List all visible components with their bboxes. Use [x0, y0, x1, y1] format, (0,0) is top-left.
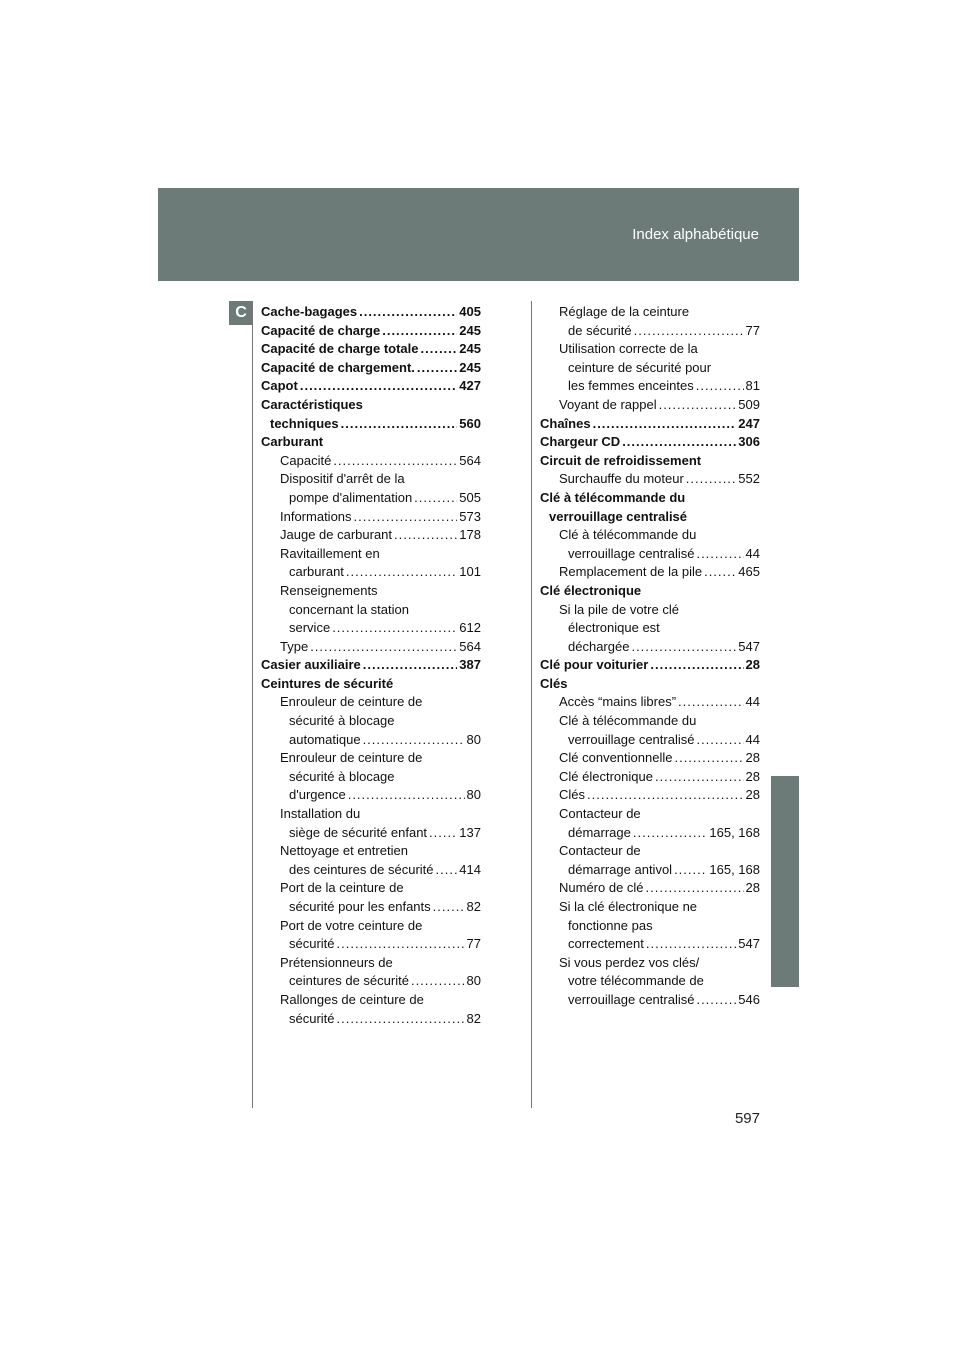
entry-page-ref: 44 [745, 731, 760, 747]
entry-text: Contacteur de [559, 806, 641, 822]
entry-text: Si la pile de votre clé [559, 601, 679, 617]
entry-text: Capacité de chargement. [261, 359, 415, 375]
entry-text: Port de la ceinture de [280, 880, 404, 896]
entry-page-ref: 28 [745, 657, 760, 673]
dot-leader [300, 377, 457, 396]
index-entry [540, 824, 760, 843]
entry-text: Surchauffe du moteur [559, 471, 684, 487]
entry-text: Clé à télécommande du [559, 527, 697, 543]
dot-leader [333, 452, 457, 471]
dot-leader [341, 415, 458, 434]
index-entry [261, 452, 481, 471]
column-rule-middle [531, 301, 532, 1108]
entry-text: verrouillage centralisé [568, 991, 695, 1007]
entry-text: électronique est [568, 620, 660, 636]
index-entry [540, 340, 760, 359]
entry-page-ref: 306 [738, 434, 760, 450]
dot-leader [337, 935, 465, 954]
index-entry [261, 954, 481, 973]
index-entry [540, 545, 760, 564]
dot-leader [686, 470, 737, 489]
entry-text: concernant la station [289, 601, 409, 617]
index-entry [540, 601, 760, 620]
index-entry [261, 601, 481, 620]
index-entry [540, 508, 760, 527]
entry-text: Jauge de carburant [280, 527, 393, 543]
entry-text: Numéro de clé [559, 880, 644, 896]
entry-page-ref: 547 [738, 936, 760, 952]
entry-text: Ravitaillement en [280, 545, 380, 561]
index-entry [540, 917, 760, 936]
index-entry [540, 489, 760, 508]
index-entry [261, 917, 481, 936]
entry-text: Circuit de refroidissement [540, 452, 702, 468]
entry-text: Installation du [280, 806, 361, 822]
entry-page-ref: 465 [738, 564, 760, 580]
entry-text: Remplacement de la pile [559, 564, 703, 580]
entry-page-ref: 247 [738, 415, 760, 431]
entry-text: Contacteur de [559, 843, 641, 859]
dot-leader [421, 340, 458, 359]
dot-leader [363, 731, 465, 750]
index-entry [540, 377, 760, 396]
index-entry [540, 898, 760, 917]
entry-text: sécurité [289, 1010, 335, 1026]
entry-text: Clé électronique [559, 768, 653, 784]
index-entry [540, 861, 760, 880]
index-entry [540, 693, 760, 712]
entry-page-ref: 80 [466, 787, 481, 803]
dot-leader [411, 972, 465, 991]
dot-leader [359, 303, 457, 322]
index-entry [540, 731, 760, 750]
dot-leader [593, 415, 737, 434]
entry-page-ref: 101 [459, 564, 481, 580]
index-entry [261, 879, 481, 898]
entry-text: correctement [568, 936, 644, 952]
entry-page-ref: 80 [466, 973, 481, 989]
entry-page-ref: 165, 168 [709, 861, 760, 877]
index-column-1 [261, 303, 481, 1028]
index-entry [261, 396, 481, 415]
entry-text: d'urgence [289, 787, 346, 803]
entry-page-ref: 245 [459, 322, 481, 338]
index-entry [261, 415, 481, 434]
index-entry [261, 470, 481, 489]
index-column-2 [540, 303, 760, 1010]
entry-page-ref: 80 [466, 731, 481, 747]
dot-leader [394, 526, 457, 545]
entry-text: Cache-bagages [261, 304, 358, 319]
entry-page-ref: 28 [745, 787, 760, 803]
index-entry [261, 656, 481, 675]
dot-leader [655, 768, 744, 787]
entry-text: Si la clé électronique ne [559, 899, 698, 914]
dot-leader [704, 563, 736, 582]
index-entry [261, 489, 481, 508]
dot-leader [587, 786, 744, 805]
index-entry [540, 972, 760, 991]
entry-text: techniques [270, 415, 339, 431]
index-entry [261, 768, 481, 787]
entry-page-ref: 44 [745, 694, 760, 710]
entry-text: Clé électronique [540, 582, 642, 598]
entry-text: de sécurité [568, 322, 632, 338]
index-entry [261, 786, 481, 805]
dot-leader [332, 619, 457, 638]
index-entry [261, 824, 481, 843]
dot-leader [433, 898, 465, 917]
entry-text: Réglage de la ceinture [559, 304, 690, 319]
entry-text: des ceintures de sécurité [289, 861, 434, 877]
dot-leader [417, 359, 457, 378]
entry-page-ref: 552 [738, 471, 760, 487]
entry-text: Capacité de charge totale [261, 341, 419, 357]
index-entry [540, 415, 760, 434]
entry-text: Si vous perdez vos clés/ [559, 954, 700, 970]
entry-page-ref: 547 [738, 638, 760, 654]
entry-text: Renseignements [280, 582, 378, 598]
entry-page-ref: 564 [459, 452, 481, 468]
entry-text: ceinture de sécurité pour [568, 359, 712, 375]
index-entry [261, 433, 481, 452]
dot-leader [310, 638, 457, 657]
entry-text: Clé conventionnelle [559, 750, 673, 766]
entry-text: sécurité à blocage [289, 768, 395, 784]
dot-leader [633, 824, 708, 843]
dot-leader [382, 322, 457, 341]
index-entry [261, 545, 481, 564]
index-entry [540, 954, 760, 973]
dot-leader [674, 861, 707, 880]
dot-leader [646, 879, 744, 898]
entry-page-ref: 82 [466, 1010, 481, 1026]
index-entry [540, 935, 760, 954]
index-entry [540, 396, 760, 415]
index-entry [261, 563, 481, 582]
entry-text: Informations [280, 508, 352, 524]
entry-text: Chargeur CD [540, 434, 621, 450]
entry-text: Voyant de rappel [559, 396, 657, 412]
entry-text: Dispositif d'arrêt de la [280, 471, 405, 487]
entry-page-ref: 28 [745, 750, 760, 766]
entry-text: verrouillage centralisé [568, 545, 695, 561]
entry-text: Caractéristiques [261, 396, 363, 412]
letter-tab: C [229, 301, 253, 325]
index-entry [540, 638, 760, 657]
index-entry [261, 377, 481, 396]
index-entry [540, 768, 760, 787]
entry-page-ref: 612 [459, 620, 481, 636]
dot-leader [436, 861, 458, 880]
entry-page-ref: 414 [459, 861, 481, 877]
index-entry [261, 322, 481, 341]
entry-text: automatique [289, 731, 361, 747]
index-entry [261, 508, 481, 527]
index-entry [540, 879, 760, 898]
index-entry [540, 470, 760, 489]
dot-leader [696, 545, 743, 564]
entry-text: Capacité [280, 452, 332, 468]
index-entry [540, 563, 760, 582]
index-entry [261, 638, 481, 657]
entry-page-ref: 178 [459, 527, 481, 543]
dot-leader [659, 396, 737, 415]
index-entry [261, 749, 481, 768]
entry-text: les femmes enceintes [568, 378, 694, 394]
entry-page-ref: 44 [745, 545, 760, 561]
entry-text: Port de votre ceinture de [280, 917, 423, 933]
index-entry [261, 693, 481, 712]
entry-text: Enrouleur de ceinture de [280, 694, 423, 710]
entry-page-ref: 387 [459, 657, 481, 673]
dot-leader [346, 563, 457, 582]
dot-leader [696, 377, 744, 396]
entry-text: fonctionne pas [568, 917, 653, 933]
entry-text: siège de sécurité enfant [289, 824, 428, 840]
entry-text: Clés [540, 675, 568, 691]
entry-text: Ceintures de sécurité [261, 675, 394, 691]
index-entry [540, 303, 760, 322]
dot-leader [631, 638, 736, 657]
entry-text: démarrage antivol [568, 861, 673, 877]
entry-text: démarrage [568, 824, 631, 840]
index-entry [540, 526, 760, 545]
index-entry [540, 712, 760, 731]
dot-leader [337, 1010, 465, 1029]
dot-leader [622, 433, 736, 452]
index-entry [261, 991, 481, 1010]
entry-page-ref: 546 [738, 991, 760, 1007]
section-title: Index alphabétique [632, 226, 759, 243]
entry-text: Carburant [261, 434, 324, 450]
index-entry [540, 749, 760, 768]
index-entry [540, 805, 760, 824]
index-entry [261, 675, 481, 694]
entry-text: Prétensionneurs de [280, 954, 393, 970]
entry-page-ref: 509 [738, 396, 760, 412]
index-entry [261, 619, 481, 638]
dot-leader [414, 489, 457, 508]
dot-leader [429, 824, 457, 843]
entry-text: Utilisation correcte de la [559, 341, 698, 357]
dot-leader [696, 991, 736, 1010]
entry-text: Clés [559, 787, 586, 803]
index-entry [261, 340, 481, 359]
entry-text: service [289, 620, 331, 636]
thumb-index-tab [771, 776, 799, 987]
entry-text: votre télécommande de [568, 973, 704, 989]
dot-leader [363, 656, 458, 675]
index-entry [540, 991, 760, 1010]
entry-page-ref: 427 [459, 378, 481, 394]
entry-text: pompe d'alimentation [289, 489, 413, 505]
dot-leader [634, 322, 744, 341]
index-entry [540, 582, 760, 601]
entry-text: Clé à télécommande du [559, 713, 697, 729]
entry-page-ref: 77 [466, 936, 481, 952]
dot-leader [650, 656, 743, 675]
entry-page-ref: 165, 168 [709, 824, 760, 840]
entry-text: sécurité à blocage [289, 713, 395, 729]
entry-text: verrouillage centralisé [549, 508, 688, 524]
entry-text: Enrouleur de ceinture de [280, 750, 423, 766]
dot-leader [674, 749, 743, 768]
entry-text: ceintures de sécurité [289, 973, 409, 989]
entry-page-ref: 560 [459, 415, 481, 431]
entry-text: Capacité de charge [261, 322, 381, 338]
entry-text: Rallonges de ceinture de [280, 991, 424, 1007]
index-entry [261, 359, 481, 378]
entry-text: Clé à télécommande du [540, 489, 686, 505]
entry-page-ref: 82 [466, 899, 481, 914]
entry-page-ref: 245 [459, 359, 481, 375]
index-entry [261, 731, 481, 750]
entry-page-ref: 405 [459, 304, 481, 319]
index-entry [261, 935, 481, 954]
index-entry [540, 433, 760, 452]
column-rule-left [252, 301, 253, 1108]
dot-leader [354, 508, 458, 527]
index-entry [261, 898, 481, 917]
index-entry [540, 619, 760, 638]
index-entry [261, 1010, 481, 1029]
index-entry [261, 861, 481, 880]
index-entry [540, 786, 760, 805]
entry-page-ref: 564 [459, 638, 481, 654]
entry-page-ref: 245 [459, 341, 481, 357]
entry-text: sécurité [289, 936, 335, 952]
entry-page-ref: 28 [745, 880, 760, 896]
dot-leader [348, 786, 465, 805]
entry-text: Capot [261, 378, 298, 394]
dot-leader [678, 693, 744, 712]
entry-text: déchargée [568, 638, 630, 654]
index-entry [540, 656, 760, 675]
entry-text: Nettoyage et entretien [280, 843, 408, 859]
entry-text: Clé pour voiturier [540, 657, 649, 673]
dot-leader [646, 935, 736, 954]
index-entry [261, 526, 481, 545]
index-entry [540, 322, 760, 341]
header-band [158, 188, 799, 281]
entry-text: Casier auxiliaire [261, 657, 361, 673]
entry-page-ref: 573 [459, 508, 481, 524]
index-entry [540, 359, 760, 378]
entry-page-ref: 137 [459, 824, 481, 840]
index-entry [261, 582, 481, 601]
entry-text: Chaînes [540, 415, 591, 431]
index-entry [261, 972, 481, 991]
entry-page-ref: 28 [745, 768, 760, 784]
entry-text: Type [280, 638, 309, 654]
entry-text: sécurité pour les enfants [289, 899, 431, 914]
entry-page-ref: 81 [745, 378, 760, 394]
entry-page-ref: 505 [459, 489, 481, 505]
entry-text: Accès “mains libres” [559, 694, 677, 710]
index-entry [261, 842, 481, 861]
index-entry [261, 712, 481, 731]
index-entry [540, 675, 760, 694]
page-number: 597 [734, 1110, 760, 1127]
index-entry [261, 303, 481, 322]
entry-page-ref: 77 [745, 322, 760, 338]
dot-leader [696, 731, 743, 750]
index-entry [261, 805, 481, 824]
entry-text: verrouillage centralisé [568, 731, 695, 747]
entry-text: carburant [289, 564, 344, 580]
index-entry [540, 842, 760, 861]
index-entry [540, 452, 760, 471]
